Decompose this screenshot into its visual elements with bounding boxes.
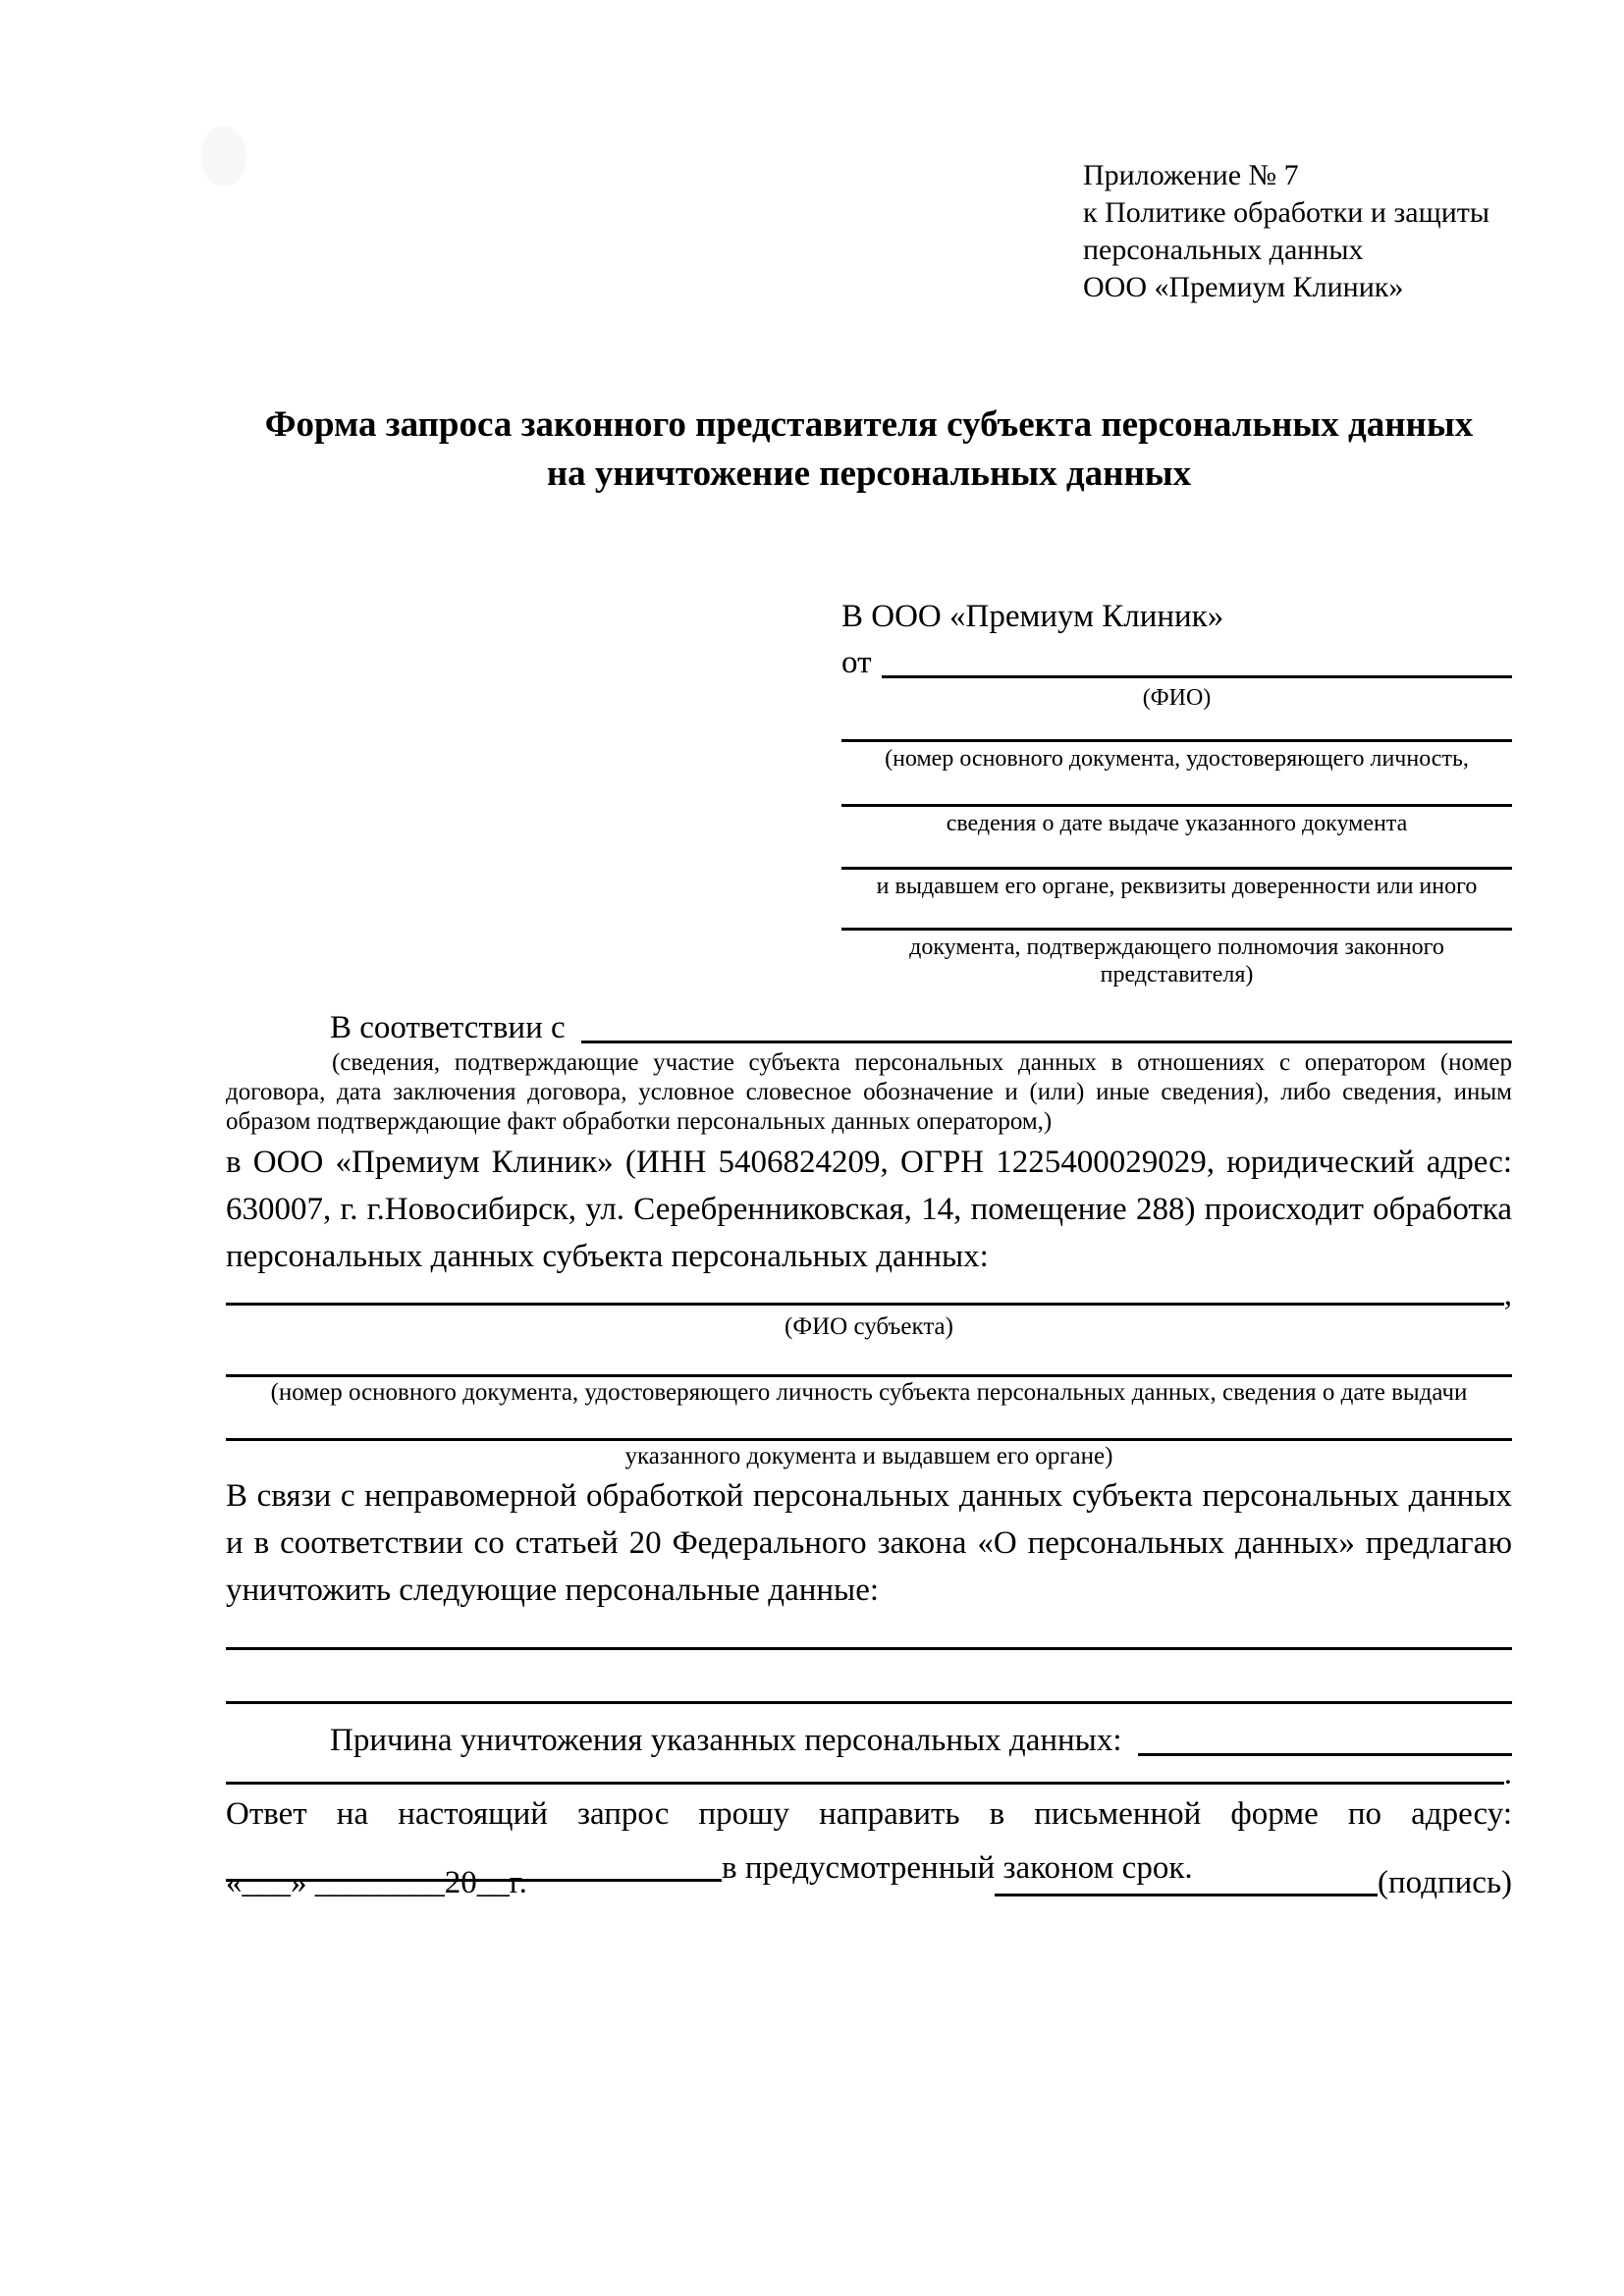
reason-label: Причина уничтожения указанных персональных данных: [330,1723,1122,1758]
signature-caption: (подпись) [1378,1865,1512,1900]
data-to-destroy-field-2[interactable] [226,1701,1512,1704]
subject-fio-field[interactable] [226,1303,1504,1306]
doc-issue-date-field[interactable] [841,804,1512,807]
accordance-label: В соответствии с [330,1010,566,1045]
from-label: от [841,645,872,680]
destruction-reason-field-2[interactable] [226,1782,1504,1785]
signature-group [995,1865,1512,1901]
doc-caption-2: сведения о дате выдаче указанного документа [946,811,1408,836]
destruction-reason-field-1[interactable] [1138,1753,1512,1756]
reason-line-period: . [1503,1756,1512,1791]
doc-caption-3: и выдавшем его органе, реквизиты доверенности или иного [876,874,1478,899]
subject-line-comma: , [1503,1277,1512,1312]
reason-line-2 [226,1756,1512,1791]
from-row [841,638,1512,681]
doc-caption-4: документа, подтверждающего полномочия законного представителя) [909,934,1444,988]
appendix-line-2: к Политике обработки и защиты [1083,196,1490,229]
operator-paragraph: в ООО «Премиум Клиник» (ИНН 5406824209, ОГРН 1225400029029, юридический адрес: 630007, г. г.Новосибирск, ул. Серебренниковская, 14, помещение 288) происходит обработка персональных данных субъекта персональных данных: [226,1145,1512,1274]
scan-artifact [201,126,246,187]
addressee-company: В ООО «Премиум Клиник» [841,599,1224,634]
subject-doc-caption-1: (номер основного документа, удостоверяющего личность субъекта персональных данных, сведения о дате выдачи [270,1379,1468,1406]
accordance-note: (сведения, подтверждающие участие субъекта персональных данных в отношениях с оператором (номер договора, дата заключения договора, условное словесное обозначение и (или) иные сведения), либо сведения, иным образом подтверждающие факт обработки персональных данных оператором,) [226,1049,1512,1135]
reason-row [226,1716,1512,1759]
reply-tail: в предусмотренный законом срок. [722,1850,1193,1886]
subject-doc-caption-2: указанного документа и выдавшем его органе) [624,1443,1113,1469]
subject-doc-field-2[interactable] [226,1438,1512,1441]
authority-doc-field[interactable] [841,928,1512,931]
form-title [226,400,1512,499]
subject-fio-row [226,1277,1512,1312]
accordance-row [226,1003,1512,1046]
appendix-header [1083,157,1489,306]
appendix-line-1: Приложение № 7 [1083,159,1299,191]
form-title-line1: Форма запроса законного представителя субъекта персональных данных [264,404,1474,445]
subject-fio-caption: (ФИО субъекта) [785,1313,953,1340]
request-paragraph: В связи с неправомерной обработкой персональных данных субъекта персональных данных и в соответствии со статьей 20 Федерального закона «О персональных данных» предлагаю уничтожить следующие персональные данные: [226,1478,1512,1608]
appendix-line-4: ООО «Премиум Клиник» [1083,271,1404,303]
data-to-destroy-field-1[interactable] [226,1647,1512,1650]
doc-number-field[interactable] [841,739,1512,742]
reply-line: Ответ на настоящий запрос прошу направить в письменной форме по адресу: [226,1796,1512,1832]
relationship-evidence-field[interactable] [581,1041,1512,1043]
doc-issuer-field[interactable] [841,867,1512,870]
addressee-block [841,599,1512,988]
footer-row [226,1865,1512,1901]
date-field[interactable]: «___» ________20__г. [226,1865,527,1900]
subject-doc-field-1[interactable] [226,1374,1512,1377]
signature-field[interactable] [995,1894,1378,1896]
form-body [226,1003,1512,1887]
fio-caption: (ФИО) [1142,685,1212,711]
representative-fio-field[interactable] [882,675,1513,678]
form-title-line2: на уничтожение персональных данных [546,454,1192,494]
appendix-line-3: персональных данных [1083,234,1364,266]
doc-caption-1: (номер основного документа, удостоверяющего личность, [885,746,1469,772]
